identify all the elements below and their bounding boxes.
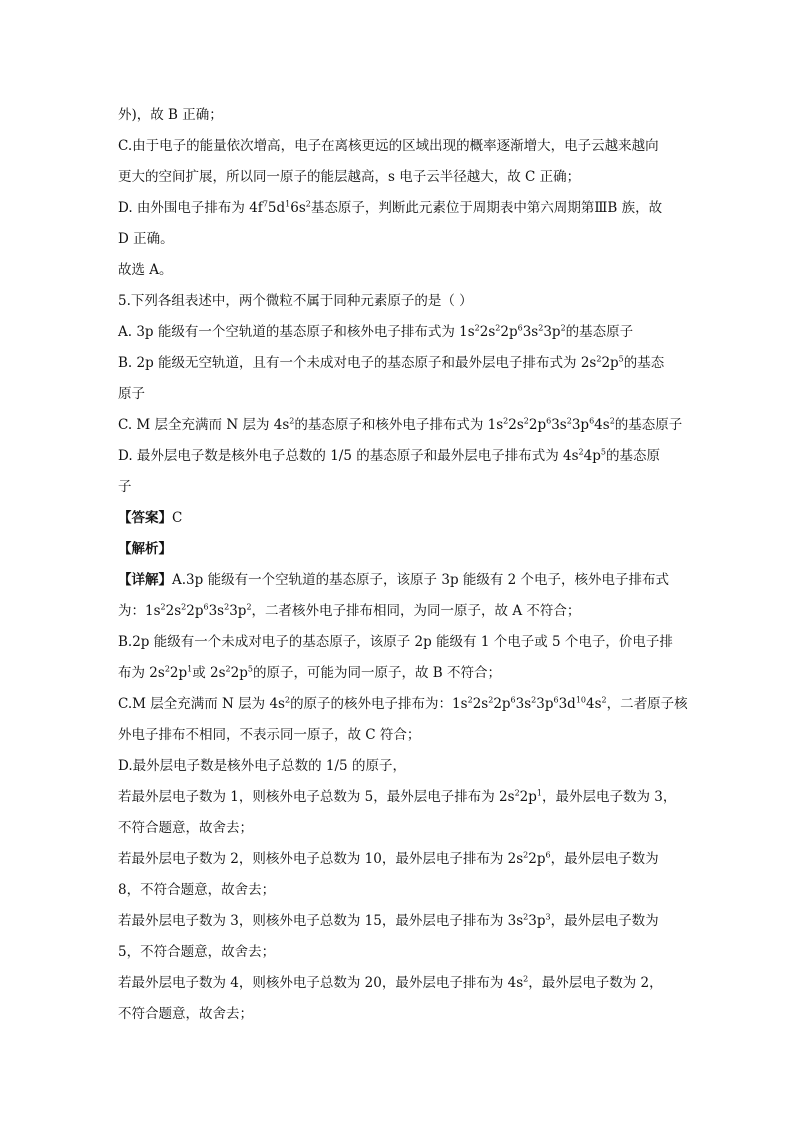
text-run: 的基态原子 [565,324,634,340]
text-run: 3s [522,324,539,340]
text-run: 的基态原子和核外电子排布式为 1s [294,417,504,433]
text-run: 若最外层电子数为 2，则核外电子总数为 10，最外层电子排布为 2s [118,851,524,867]
text-run: 若最外层电子数为 4，则核外电子总数为 20，最外层电子排布为 4s [118,975,524,991]
superscript: 2 [523,850,529,860]
text-line [118,472,678,503]
text-run: 2p [230,665,248,681]
text-run: 2s [472,696,489,712]
superscript: 2 [523,974,529,984]
superscript: 5 [618,354,624,364]
text-line [118,844,678,875]
text-run: B.2p 能级有一个未成对电子的基态原子，该原子 2p 能级有 1 个电子或 5 个电子，价电子排 [118,634,673,650]
superscript: 2 [495,323,501,333]
text-run: 2p [500,324,518,340]
text-run: 的基态原子 [614,417,683,433]
text-run: 或 2s [192,665,226,681]
text-run: 若最外层电子数为 3，则核外电子总数为 15，最外层电子排布为 3s [118,913,524,929]
text-line [118,224,678,255]
superscript: 2 [488,695,494,705]
superscript: 7 [262,199,268,209]
text-line [118,379,678,410]
text-run: 基态原子，判断此元素位于周期表中第六周期第ⅢB 族，故 [310,200,663,216]
text-run: 布为 2s [118,665,165,681]
superscript: 5 [600,447,606,457]
text-run: ，最外层电子数为 2， [528,975,663,991]
superscript: 2 [160,602,166,612]
text-run: 3p [536,696,554,712]
superscript: 2 [523,416,529,426]
text-run: 3p [571,417,590,433]
text-line [118,193,678,224]
text-run: 不符合题意，故舍去； [118,820,253,836]
superscript: 2 [474,323,480,333]
text-line [118,348,678,379]
superscript: 1 [187,664,193,674]
text-line [118,782,678,813]
superscript: 6 [510,695,516,705]
text-run: 8，不符合题意，故舍去； [118,882,276,898]
superscript: 2 [503,416,509,426]
superscript: 2 [467,695,473,705]
text-run: ，最外层电子数为 [550,851,659,867]
section-label: 【答案】 [118,510,172,526]
text-run: C.M 层全充满而 N 层为 4s [118,696,285,712]
text-run: 2p [601,355,619,371]
text-run: 更大的空间扩展，所以同一原子的能层越高，s 电子云半径越大，故 C 正确； [118,169,581,185]
text-run: 2p [169,665,188,681]
text-run: A.3p 能级有一个空轨道的基态原子，该原子 3p 能级有 2 个电子，核外电子排布式 [172,572,670,588]
superscript: 2 [578,447,584,457]
text-run: 的原子，可能为同一原子，故 B 不符合； [252,665,501,681]
superscript: 6 [589,416,595,426]
text-line [118,689,688,720]
text-line [118,317,678,348]
superscript: 1 [285,199,291,209]
text-run: 的原子的核外电子排布为：1s [290,696,468,712]
text-line [118,596,678,627]
text-run: 5.下列各组表述中，两个微粒不属于同种元素原子的是（ ） [118,293,473,309]
text-run: 故选 A。 [118,262,173,278]
superscript: 2 [538,323,544,333]
text-run: D. 最外层电子数是核外电子总数的 1/5 的基态原子和最外层电子排布式为 4s [118,448,579,464]
text-run: 外)，故 B 正确； [118,107,223,123]
superscript: 2 [284,695,291,705]
text-line [118,100,678,131]
text-run: 4s [594,417,610,433]
text-line [118,720,678,751]
text-run: C [172,510,183,526]
text-line [118,813,678,844]
superscript: 2 [531,695,537,705]
text-run: 3p [543,324,561,340]
superscript: 2 [181,602,187,612]
superscript: 2 [164,664,170,674]
superscript: 6 [545,850,551,860]
text-run: 2s [508,417,524,433]
section-label: 【详解】 [118,572,172,588]
text-run: 3s [551,417,567,433]
text-run: ，二者原子核 [606,696,688,712]
text-run: 2p [528,417,547,433]
text-run: 2s [165,603,182,619]
text-run: C. M 层全充满而 N 层为 4s [118,417,290,433]
text-line [118,565,678,596]
text-run: 2p [493,696,511,712]
text-run: D. 由外围电子排布为 4f [118,200,263,216]
text-run: C.由于电子的能量依次增高，电子在离核更远的区域出现的概率逐渐增大，电子云越来越向 [118,138,659,154]
document-page [118,100,688,1030]
text-run: D 正确。 [118,231,174,247]
superscript: 1 [536,788,542,798]
text-run: 的基态原 [605,448,660,464]
text-line [118,968,678,999]
superscript: 6 [203,602,209,612]
text-line [118,751,678,782]
superscript: 6 [553,695,559,705]
text-run: 5，不符合题意，故舍去； [118,944,276,960]
text-line [118,255,678,286]
text-line [118,999,678,1030]
text-run: 3p [229,603,247,619]
superscript: 6 [517,323,523,333]
superscript: 2 [225,664,231,674]
text-run: D.最外层电子数是核外电子总数的 1/5 的原子， [118,758,406,774]
text-run: 6s [290,200,306,216]
superscript: 2 [523,912,529,922]
text-run: A. 3p 能级有一个空轨道的基态原子和核外电子排布式为 1s [118,324,475,340]
text-run: 的基态 [623,355,665,371]
text-run: 为：1s [118,603,161,619]
text-run: 若最外层电子数为 1，则核外电子总数为 5，最外层电子排布为 2s [118,789,515,805]
superscript: 2 [596,354,602,364]
text-line [118,410,683,441]
text-run: ，二者核外电子排布相同，为同一原子，故 A 不符合； [251,603,581,619]
text-run: ，最外层电子数为 3， [542,789,677,805]
superscript: 6 [546,416,552,426]
text-line [118,875,678,906]
superscript: 5 [247,664,253,674]
superscript: 2 [609,416,615,426]
text-line [118,906,678,937]
superscript: 2 [224,602,230,612]
superscript: 2 [305,199,311,209]
text-run: 2s [479,324,496,340]
text-line [118,441,678,472]
text-run: 子 [118,479,132,495]
text-run: 2p [519,789,537,805]
text-run: 2p [528,851,546,867]
text-line [118,503,678,534]
text-run: 3s [208,603,225,619]
text-line [118,286,678,317]
text-run: B. 2p 能级无空轨道，且有一个未成对电子的基态原子和最外层电子排布式为 2s [118,355,597,371]
superscript: 2 [601,695,607,705]
section-label: 【解析】 [118,541,172,557]
text-run: 4p [583,448,601,464]
text-run: 不符合题意，故舍去； [118,1006,253,1022]
text-run: 3d [558,696,576,712]
text-line [118,162,678,193]
superscript: 3 [545,912,551,922]
text-line [118,937,678,968]
text-line [118,131,678,162]
text-run: 原子 [118,386,145,402]
superscript: 2 [246,602,252,612]
text-run: 3p [528,913,546,929]
text-line [118,627,678,658]
superscript: 2 [514,788,520,798]
superscript: 2 [566,416,572,426]
superscript: 2 [560,323,566,333]
superscript: 10 [575,695,587,705]
text-run: ，最外层电子数为 [550,913,659,929]
superscript: 2 [289,416,295,426]
text-run: 2p [186,603,204,619]
text-run: 4s [586,696,602,712]
text-line [118,534,678,565]
text-line [118,658,678,689]
text-run: 3s [515,696,532,712]
text-run: 外电子排布不相同，不表示同一原子，故 C 符合； [118,727,421,743]
text-run: 5d [267,200,286,216]
